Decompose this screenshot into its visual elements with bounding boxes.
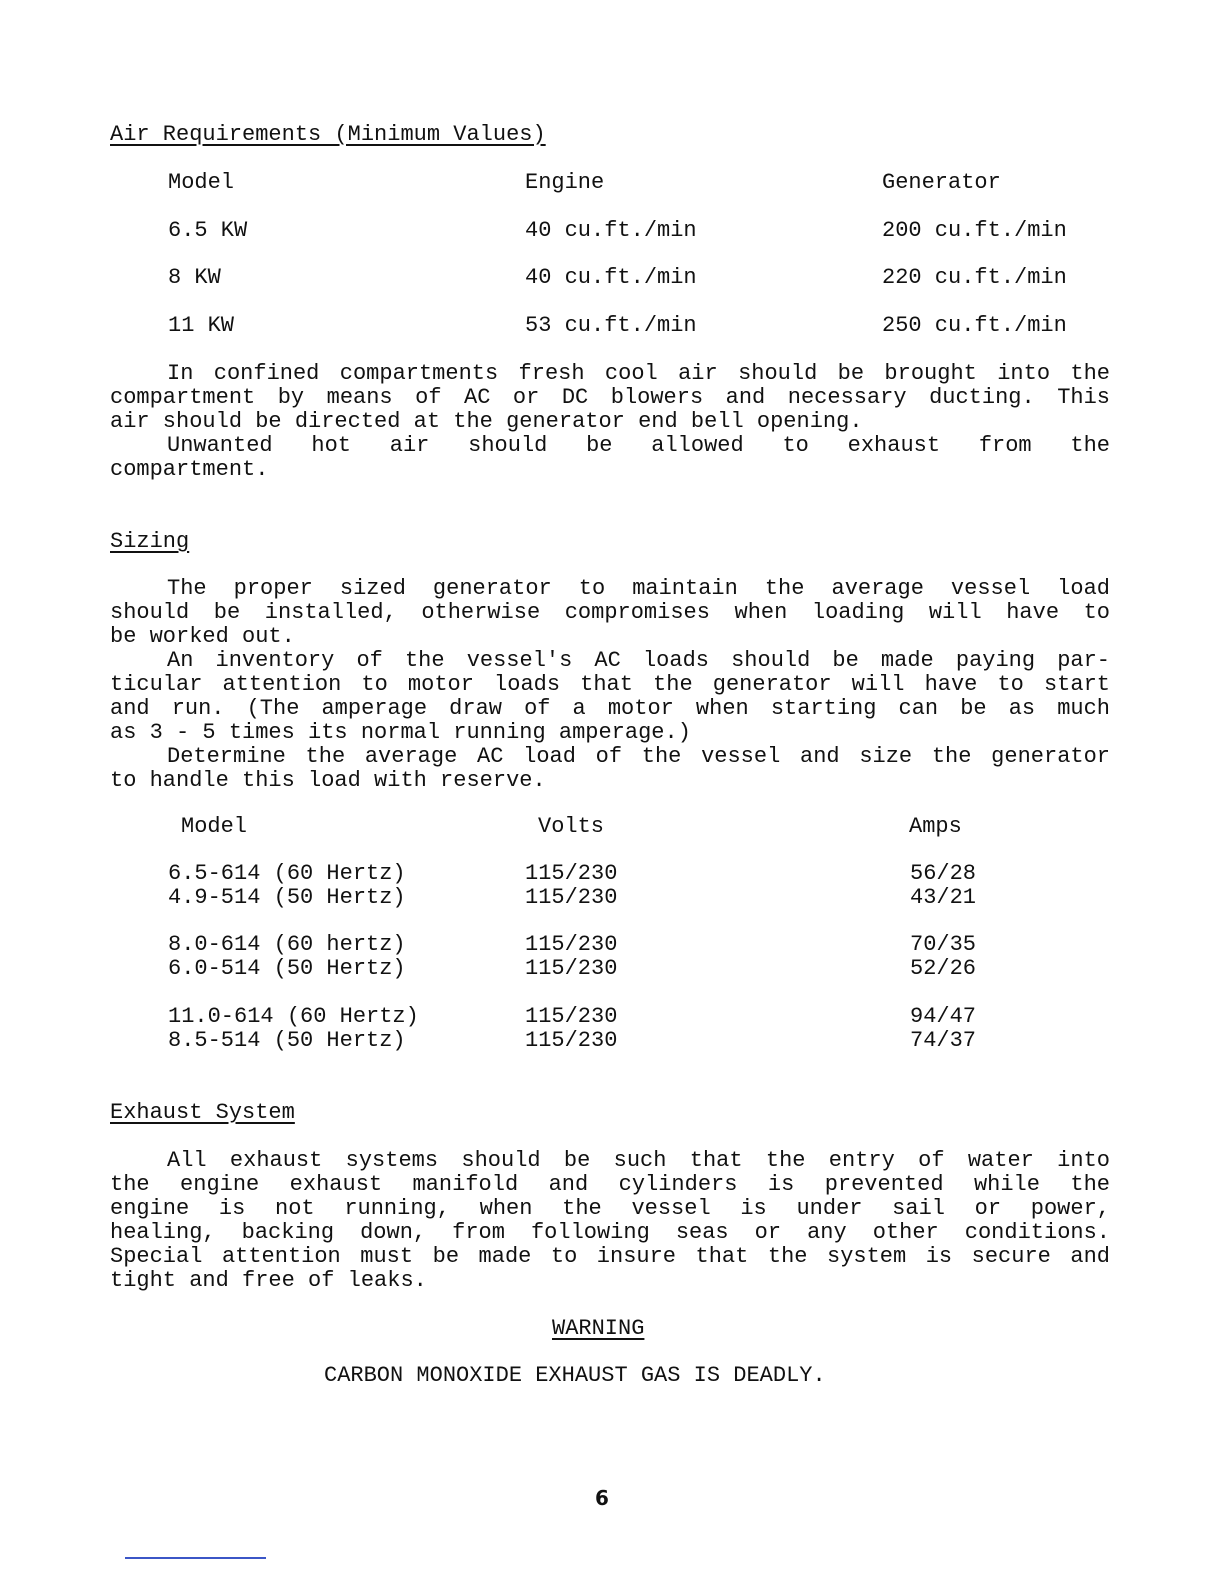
sizing-volts-cell: 115/230	[525, 861, 618, 886]
paragraph-line: tight and free of leaks.	[110, 1268, 427, 1293]
paragraph-line: to handle this load with reserve.	[110, 768, 546, 793]
air-engine-cell: 40 cu.ft./min	[525, 218, 697, 243]
air-engine-cell: 53 cu.ft./min	[525, 313, 697, 338]
sizing-amps-cell: 43/21	[910, 885, 977, 910]
paragraph-line: the engine exhaust manifold and cylinders is prevented while the	[110, 1172, 1110, 1197]
paragraph-line: Special attention must be made to insure that the system is secure and	[110, 1244, 1110, 1269]
paragraph-line: ticular attention to motor loads that the generator will have to start	[110, 672, 1110, 697]
warning-text: CARBON MONOXIDE EXHAUST GAS IS DEADLY.	[324, 1363, 826, 1388]
paragraph-line: and run. (The amperage draw of a motor when starting can be as much	[110, 696, 1110, 721]
paragraph-line: In confined compartments fresh cool air should be brought into the	[167, 361, 1110, 386]
sizing-heading: Sizing	[110, 529, 190, 554]
sizing-model-cell: 11.0-614 (60 Hertz)	[168, 1004, 419, 1029]
air-model-cell: 6.5 KW	[168, 218, 248, 243]
air-generator-cell: 250 cu.ft./min	[882, 313, 1067, 338]
paragraph-line: The proper sized generator to maintain the average vessel load	[167, 576, 1110, 601]
paragraph-line: compartment by means of AC or DC blowers and necessary ducting. This	[110, 385, 1110, 410]
sizing-volts-cell: 115/230	[525, 932, 618, 957]
sizing-amps-cell: 74/37	[910, 1028, 977, 1053]
sizing-model-cell: 6.5-614 (60 Hertz)	[168, 861, 406, 886]
paragraph-line: air should be directed at the generator end bell opening.	[110, 409, 863, 434]
sizing-volts-cell: 115/230	[525, 1028, 618, 1053]
air-generator-cell: 200 cu.ft./min	[882, 218, 1067, 243]
sizing-volts-cell: 115/230	[525, 956, 618, 981]
sizing-model-cell: 6.0-514 (50 Hertz)	[168, 956, 406, 981]
paragraph-line: healing, backing down, from following seas or any other conditions.	[110, 1220, 1110, 1245]
sizing-model-cell: 8.5-514 (50 Hertz)	[168, 1028, 406, 1053]
paragraph-line: Determine the average AC load of the vessel and size the generator	[167, 744, 1110, 769]
paragraph-line: engine is not running, when the vessel is under sail or power,	[110, 1196, 1110, 1221]
air-requirements-heading: Air Requirements (Minimum Values)	[110, 122, 546, 147]
sizing-volts-cell: 115/230	[525, 885, 618, 910]
sizing-col-amps: Amps	[909, 814, 962, 839]
air-model-cell: 8 KW	[168, 265, 221, 290]
air-model-cell: 11 KW	[168, 313, 235, 338]
exhaust-system-heading: Exhaust System	[110, 1100, 295, 1125]
sizing-model-cell: 4.9-514 (50 Hertz)	[168, 885, 406, 910]
paragraph-line: compartment.	[110, 457, 269, 482]
sizing-col-model: Model	[181, 814, 248, 839]
air-col-model: Model	[168, 170, 235, 195]
warning-label: WARNING	[552, 1316, 645, 1341]
bottom-rule-divider	[125, 1557, 266, 1559]
sizing-amps-cell: 52/26	[910, 956, 977, 981]
air-col-engine: Engine	[525, 170, 605, 195]
air-generator-cell: 220 cu.ft./min	[882, 265, 1067, 290]
sizing-volts-cell: 115/230	[525, 1004, 618, 1029]
sizing-amps-cell: 70/35	[910, 932, 977, 957]
sizing-model-cell: 8.0-614 (60 hertz)	[168, 932, 406, 957]
paragraph-line: be worked out.	[110, 624, 295, 649]
sizing-paragraph	[110, 577, 1110, 793]
page-number: 6	[595, 1486, 609, 1510]
air-paragraph	[110, 362, 1110, 482]
air-engine-cell: 40 cu.ft./min	[525, 265, 697, 290]
paragraph-line: should be installed, otherwise compromises when loading will have to	[110, 600, 1110, 625]
paragraph-line: as 3 - 5 times its normal running amperage.)	[110, 720, 691, 745]
sizing-amps-cell: 56/28	[910, 861, 977, 886]
paragraph-line: Unwanted hot air should be allowed to exhaust from the	[167, 433, 1110, 458]
sizing-amps-cell: 94/47	[910, 1004, 977, 1029]
air-col-generator: Generator	[882, 170, 1001, 195]
paragraph-line: All exhaust systems should be such that the entry of water into	[167, 1148, 1110, 1173]
paragraph-line: An inventory of the vessel's AC loads should be made paying par-	[167, 648, 1110, 673]
sizing-col-volts: Volts	[538, 814, 605, 839]
exhaust-paragraph	[110, 1149, 1110, 1293]
